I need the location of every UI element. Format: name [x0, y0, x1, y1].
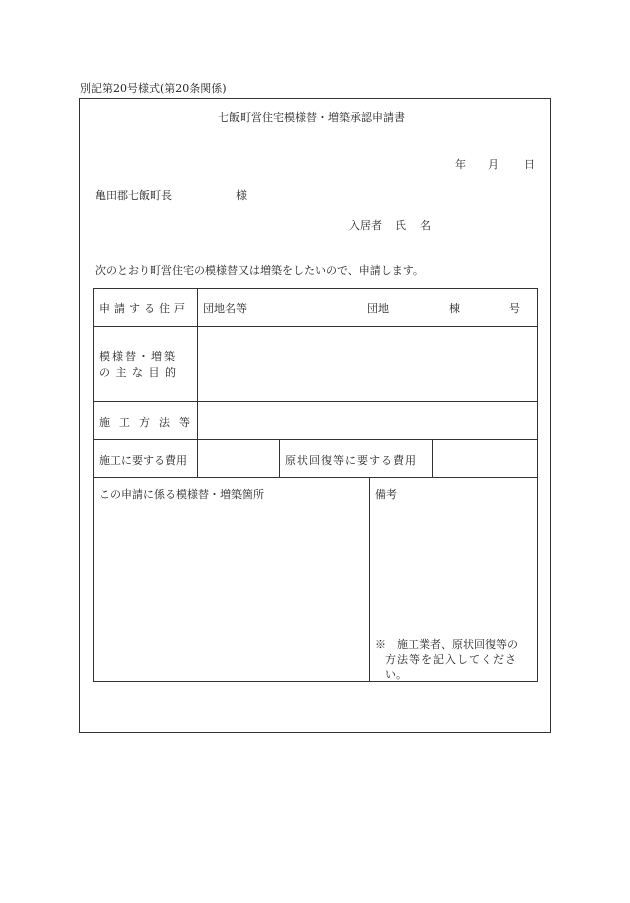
purpose-input[interactable] [198, 327, 537, 401]
application-statement: 次のとおり町営住宅の模様替又は増築をしたいので、申請します。 [95, 264, 424, 277]
date-month-label: 月 [488, 158, 499, 171]
form-number-label: 別記第20号様式(第20条関係) [80, 82, 227, 95]
purpose-label-line2: の 主 な 目 的 [99, 366, 177, 379]
applicant-name-mei: 名 [420, 219, 431, 232]
danchi-label: 団地 [367, 302, 389, 315]
date-day-label: 日 [524, 158, 535, 171]
danchi-name-label: 団地名等 [203, 302, 247, 315]
remarks-note-line2: 方法等を記入してくださ [385, 653, 517, 666]
modification-area-label: この申請に係る模様替・増築箇所 [99, 488, 264, 501]
dwelling-label: 申請する住戸 [99, 302, 189, 315]
remarks-input[interactable] [370, 500, 537, 630]
applicant-resident-label: 入居者 [349, 219, 382, 232]
date-year-label: 年 [455, 158, 466, 171]
method-label: 施工方法等 [99, 416, 199, 429]
unit-number-label: 号 [509, 302, 520, 315]
remarks-note-line1: ※ 施工業者、原状回復等の [375, 638, 518, 651]
construction-cost-input[interactable] [198, 440, 279, 477]
method-input[interactable] [198, 402, 537, 439]
addressee-honorific: 様 [236, 189, 247, 202]
modification-area-input[interactable] [94, 500, 369, 681]
restoration-cost-label: 原状回復等に要する費用 [285, 454, 417, 467]
addressee-name: 亀田郡七飯町長 [95, 189, 172, 202]
purpose-label-line1: 模様替・増築 [99, 350, 177, 363]
form-title: 七飯町営住宅模様替・増築承認申請書 [218, 111, 405, 124]
dwelling-input[interactable] [198, 289, 537, 326]
construction-cost-label: 施工に要する費用 [99, 454, 187, 467]
building-label: 棟 [449, 302, 460, 315]
remarks-label: 備考 [375, 488, 397, 501]
remarks-note-line3: い。 [385, 668, 407, 681]
restoration-cost-input[interactable] [433, 440, 537, 477]
applicant-name-shi: 氏 [395, 219, 406, 232]
